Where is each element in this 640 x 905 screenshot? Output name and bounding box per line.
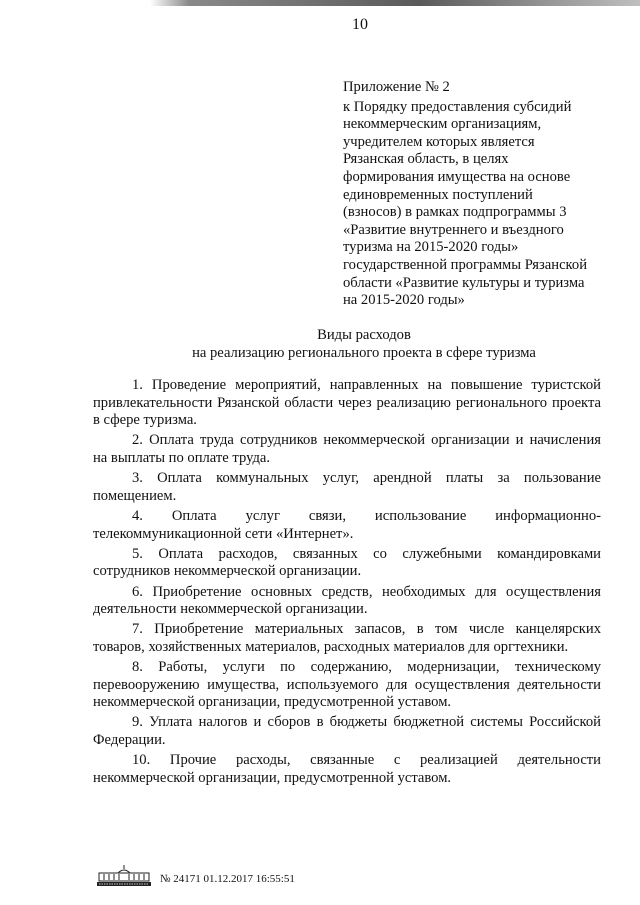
page-number: 10 [352,16,368,33]
list-item: 2. Оплата труда сотрудников некоммерческой организации и начисления на выплаты по оплате труда. [93,432,601,466]
document-title-line-2: на реализацию регионального проекта в сфере туризма [192,345,536,361]
list-item: 3. Оплата коммунальных услуг, арендной платы за пользование помещением. [93,470,601,504]
appendix-title: Приложение № 2 [343,79,450,95]
document-title-line-1: Виды расходов [317,327,411,343]
expense-list [93,377,601,790]
registration-footer [95,864,355,894]
list-item: 9. Уплата налогов и сборов в бюджеты бюджетной системы Российской Федерации. [93,714,601,749]
list-item: 8. Работы, услуги по содержанию, модернизации, техническому перевооружению имущества, используемого для осуществления деятельности некоммерческой организации, предусмотренной уставом. [93,659,601,711]
scan-edge-artifact [150,0,640,6]
list-item: 4. Оплата услуг связи, использование информационно-телекоммуникационной сети «Интернет». [93,507,601,542]
list-item: 6. Приобретение основных средств, необходимых для осуществления деятельности некоммерческой организации. [93,583,601,618]
registration-stamp: № 24171 01.12.2017 16:55:51 [160,873,295,885]
government-building-logo-icon [95,864,153,888]
document-title [0,326,640,362]
list-item: 7. Приобретение материальных запасов, в том числе канцелярских товаров, хозяйственных материалов, расходных материалов для оргтехники. [93,621,601,655]
appendix-text: к Порядку предоставления субсидий некоммерческим организациям, учредителем которых является Рязанская область, в целях формирования имущества на основе единовременных поступлений (взносов) в рамках подпрограммы 3 «Развитие внутреннего и въездного туризма на 2015-2020 годы» государственной программы Рязанской области «Развитие культуры и туризма на 2015-2020 годы» [343,98,588,309]
list-item: 1. Проведение мероприятий, направленных на повышение туристской привлекательности Рязанской области через реализацию регионального проекта в сфере туризма. [93,377,601,429]
list-item: 5. Оплата расходов, связанных со служебными командировками сотрудников некоммерческой организации. [93,545,601,580]
list-item: 10. Прочие расходы, связанные с реализацией деятельности некоммерческой организации, предусмотренной уставом. [93,752,601,786]
appendix-block [343,79,623,310]
